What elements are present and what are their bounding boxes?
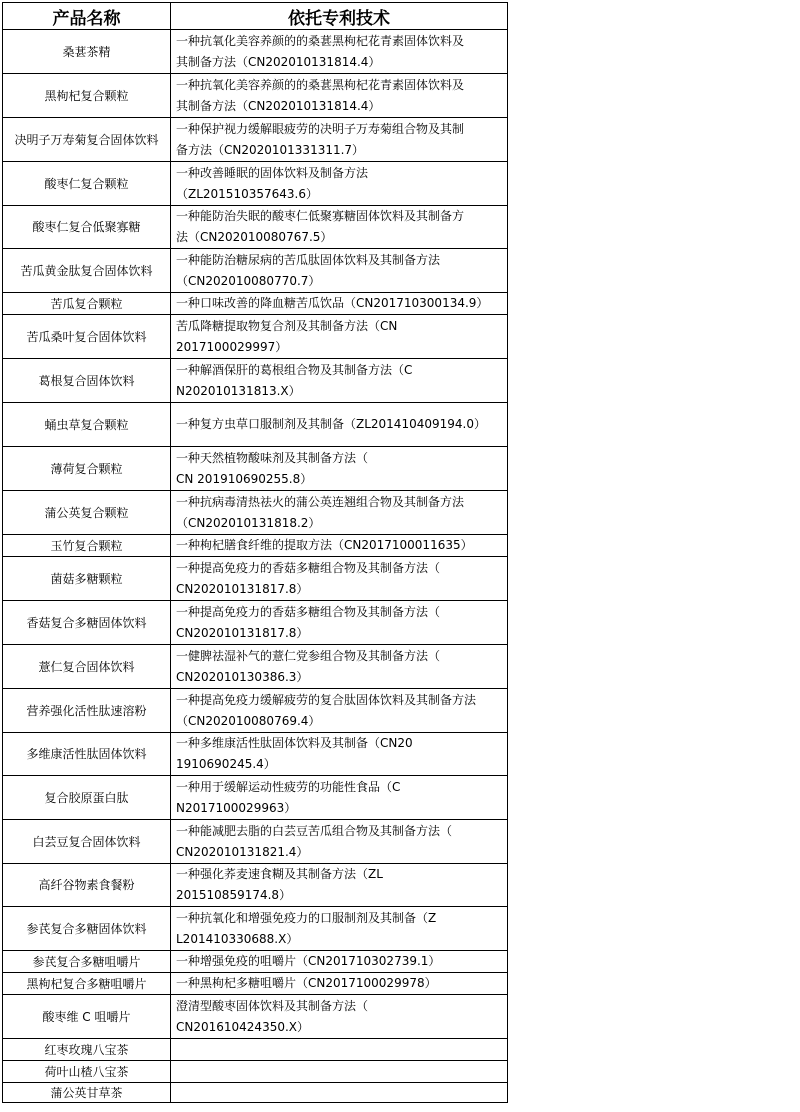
patent-technology-cell: 澄清型酸枣固体饮料及其制备方法（ CN201610424350.X） bbox=[171, 995, 508, 1039]
product-name-cell: 蒲公英复合颗粒 bbox=[3, 491, 171, 535]
product-name-cell: 红枣玫瑰八宝茶 bbox=[3, 1039, 171, 1061]
patent-technology-cell: 一种能防治糖尿病的苦瓜肽固体饮料及其制备方法 （CN202010080770.7） bbox=[171, 249, 508, 293]
table-row bbox=[3, 293, 508, 315]
table-row bbox=[3, 864, 508, 907]
patent-technology-cell: 一种提高免疫力的香菇多糖组合物及其制备方法（ CN202010131817.8） bbox=[171, 557, 508, 601]
table-row bbox=[3, 689, 508, 733]
product-name-cell: 荷叶山楂八宝茶 bbox=[3, 1061, 171, 1083]
product-name-cell: 决明子万寿菊复合固体饮料 bbox=[3, 118, 171, 162]
patent-technology-cell: 一种提高免疫力的香菇多糖组合物及其制备方法（ CN202010131817.8） bbox=[171, 601, 508, 645]
table-row bbox=[3, 776, 508, 820]
patent-technology-cell: 一种能防治失眠的酸枣仁低聚寡糖固体饮料及其制备方 法（CN202010080767.5） bbox=[171, 206, 508, 249]
table-row bbox=[3, 951, 508, 973]
patent-technology-cell: 一种解酒保肝的葛根组合物及其制备方法（C N202010131813.X） bbox=[171, 359, 508, 403]
patent-technology-cell: 一种黑枸杞多糖咀嚼片（CN2017100029978） bbox=[171, 973, 508, 995]
product-name-cell: 黑枸杞复合多糖咀嚼片 bbox=[3, 973, 171, 995]
product-name-cell: 玉竹复合颗粒 bbox=[3, 535, 171, 557]
product-name-cell: 香菇复合多糖固体饮料 bbox=[3, 601, 171, 645]
patent-technology-cell: 一种强化荞麦速食糊及其制备方法（ZL 201510859174.8） bbox=[171, 864, 508, 907]
patent-technology-cell: 一种改善睡眠的固体饮料及制备方法 （ZL201510357643.6） bbox=[171, 162, 508, 206]
table-row bbox=[3, 206, 508, 249]
table-row bbox=[3, 601, 508, 645]
table-row bbox=[3, 249, 508, 293]
product-name-cell: 菌菇多糖颗粒 bbox=[3, 557, 171, 601]
header-product-name: 产品名称 bbox=[3, 3, 171, 30]
patent-technology-cell: 一种提高免疫力缓解疲劳的复合肽固体饮料及其制备方法 （CN202010080769.4） bbox=[171, 689, 508, 733]
product-name-cell: 酸枣仁复合低聚寡糖 bbox=[3, 206, 171, 249]
patent-technology-cell: 一种抗氧化美容养颜的的桑葚黑枸杞花青素固体饮料及 其制备方法（CN202010131814.4） bbox=[171, 30, 508, 74]
table-row bbox=[3, 1083, 508, 1103]
patent-technology-cell: 一种增强免疫的咀嚼片（CN201710302739.1） bbox=[171, 951, 508, 973]
patent-technology-cell bbox=[171, 1083, 508, 1103]
patent-technology-cell: 一种抗氧化和增强免疫力的口服制剂及其制备（Z L201410330688.X） bbox=[171, 907, 508, 951]
table-row bbox=[3, 645, 508, 689]
product-name-cell: 参芪复合多糖固体饮料 bbox=[3, 907, 171, 951]
table-body bbox=[3, 30, 508, 1103]
patent-technology-cell bbox=[171, 1061, 508, 1083]
product-name-cell: 营养强化活性肽速溶粉 bbox=[3, 689, 171, 733]
table-row bbox=[3, 1039, 508, 1061]
patent-technology-cell: 一种口味改善的降血糖苦瓜饮品（CN201710300134.9） bbox=[171, 293, 508, 315]
patent-technology-cell: 一种抗病毒清热祛火的蒲公英连翘组合物及其制备方法 （CN202010131818.2） bbox=[171, 491, 508, 535]
table-row bbox=[3, 162, 508, 206]
patent-technology-cell: 一种保护视力缓解眼疲劳的决明子万寿菊组合物及其制 备方法（CN2020101331311.7） bbox=[171, 118, 508, 162]
product-name-cell: 参芪复合多糖咀嚼片 bbox=[3, 951, 171, 973]
product-name-cell: 薏仁复合固体饮料 bbox=[3, 645, 171, 689]
product-name-cell: 苦瓜复合颗粒 bbox=[3, 293, 171, 315]
product-name-cell: 酸枣仁复合颗粒 bbox=[3, 162, 171, 206]
patent-technology-cell: 一种多维康活性肽固体饮料及其制备（CN20 1910690245.4） bbox=[171, 733, 508, 776]
product-name-cell: 苦瓜黄金肽复合固体饮料 bbox=[3, 249, 171, 293]
table-row bbox=[3, 557, 508, 601]
patent-technology-cell: 一种天然植物酸味剂及其制备方法（ CN 201910690255.8） bbox=[171, 447, 508, 491]
patent-technology-cell: 一种抗氧化美容养颜的的桑葚黑枸杞花青素固体饮料及 其制备方法（CN202010131814.4） bbox=[171, 74, 508, 118]
product-name-cell: 薄荷复合颗粒 bbox=[3, 447, 171, 491]
product-name-cell: 蛹虫草复合颗粒 bbox=[3, 403, 171, 447]
patent-technology-cell: 一种复方虫草口服制剂及其制备（ZL201410409194.0） bbox=[171, 403, 508, 447]
product-name-cell: 蒲公英甘草茶 bbox=[3, 1083, 171, 1103]
table-row bbox=[3, 447, 508, 491]
table-row bbox=[3, 535, 508, 557]
patent-table bbox=[2, 2, 508, 1103]
product-name-cell: 黑枸杞复合颗粒 bbox=[3, 74, 171, 118]
product-name-cell: 高纤谷物素食餐粉 bbox=[3, 864, 171, 907]
table-row bbox=[3, 1061, 508, 1083]
patent-technology-cell: 一种能减肥去脂的白芸豆苦瓜组合物及其制备方法（ CN202010131821.4） bbox=[171, 820, 508, 864]
product-name-cell: 葛根复合固体饮料 bbox=[3, 359, 171, 403]
patent-technology-cell: 一种枸杞膳食纤维的提取方法（CN2017100011635） bbox=[171, 535, 508, 557]
patent-technology-cell: 一种用于缓解运动性疲劳的功能性食品（C N2017100029963） bbox=[171, 776, 508, 820]
table-row bbox=[3, 30, 508, 74]
table-row bbox=[3, 973, 508, 995]
table-row bbox=[3, 907, 508, 951]
table-header-row bbox=[3, 3, 508, 30]
product-name-cell: 白芸豆复合固体饮料 bbox=[3, 820, 171, 864]
product-name-cell: 苦瓜桑叶复合固体饮料 bbox=[3, 315, 171, 359]
patent-technology-cell: 一健脾祛湿补气的薏仁党参组合物及其制备方法（ CN202010130386.3） bbox=[171, 645, 508, 689]
table-row bbox=[3, 995, 508, 1039]
table-row bbox=[3, 403, 508, 447]
product-name-cell: 酸枣维 C 咀嚼片 bbox=[3, 995, 171, 1039]
product-name-cell: 桑葚茶精 bbox=[3, 30, 171, 74]
table-row bbox=[3, 118, 508, 162]
table-row bbox=[3, 74, 508, 118]
table-row bbox=[3, 315, 508, 359]
product-name-cell: 多维康活性肽固体饮料 bbox=[3, 733, 171, 776]
table-row bbox=[3, 359, 508, 403]
header-patent-technology: 依托专利技术 bbox=[171, 3, 508, 30]
table-row bbox=[3, 491, 508, 535]
patent-technology-cell: 苦瓜降糖提取物复合剂及其制备方法（CN 2017100029997） bbox=[171, 315, 508, 359]
patent-technology-cell bbox=[171, 1039, 508, 1061]
table-row bbox=[3, 733, 508, 776]
table-row bbox=[3, 820, 508, 864]
product-name-cell: 复合胶原蛋白肽 bbox=[3, 776, 171, 820]
